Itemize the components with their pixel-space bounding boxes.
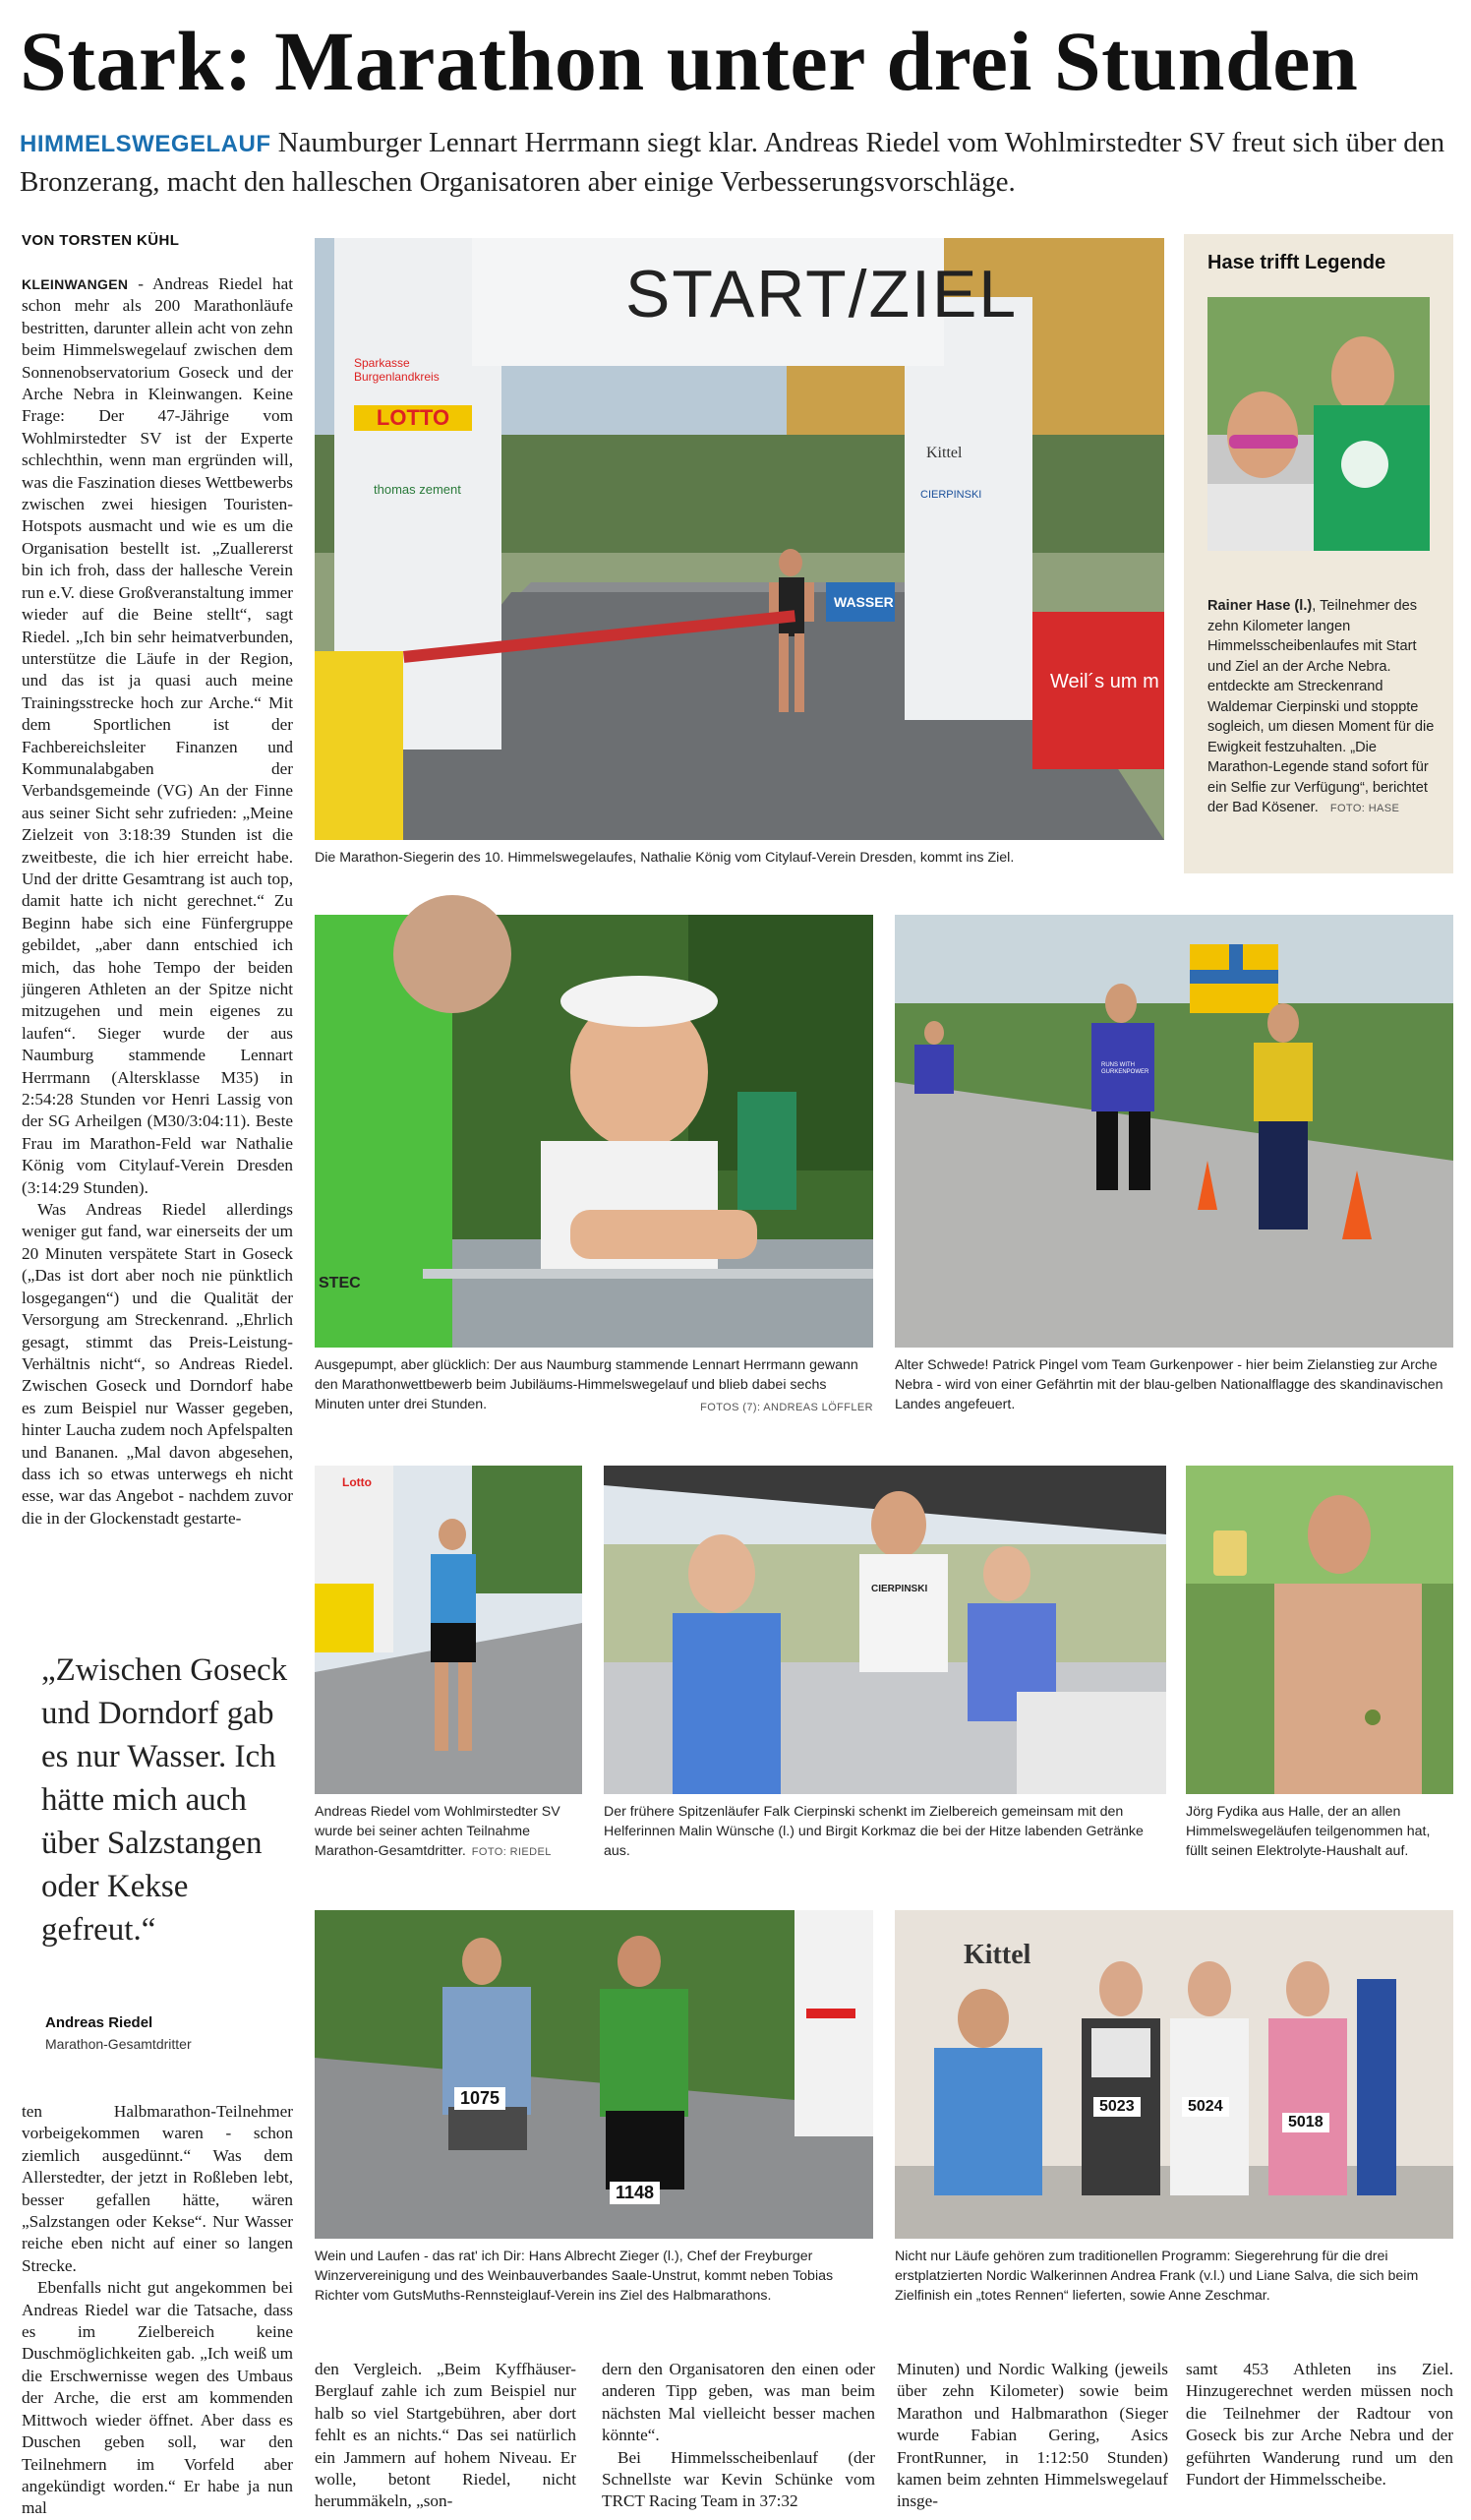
photo-scene — [315, 1910, 873, 2239]
sponsor-lotto: LOTTO — [354, 405, 472, 431]
sponsor-kittel: Kittel — [926, 445, 963, 461]
race-bib: 5024 — [1182, 2097, 1229, 2117]
photo-selfie — [1207, 297, 1430, 551]
race-bib: 1075 — [454, 2087, 505, 2110]
photo-scene — [604, 1466, 1166, 1794]
race-bib: 5023 — [1093, 2097, 1141, 2117]
photo-credit: FOTO: HASE — [1329, 803, 1400, 814]
deck — [20, 124, 1455, 201]
sponsor-thomas: thomas zement — [374, 482, 461, 497]
caption-zieger: Wein und Laufen - das rat' ich Dir: Hans Albrecht Zieger (l.), Chef der Freyburger Winzervereinigung und des Weinbauverbandes Saale-Unstrut, kommt neben Tobias Richter vom GutsMuths-Rennsteiglauf-Verein ins Ziel des Halbmarathons. — [315, 2249, 834, 2304]
arch-banner-text: START/ZIEL — [625, 257, 1019, 331]
article-paragraph: ten Halbmarathon-Teilnehmer vorbeigekommen waren - schon ziemlich ausgedünnt.“ Was dem Allerstedter, der jetzt in Roßleben lebt, besser gefallen hätte, wären „Salzstangen oder Kekse“. Nur Wasser reiche eben nicht auf einer so langen Strecke. — [22, 2102, 293, 2275]
article-paragraph — [22, 273, 293, 1199]
photo-herrmann — [315, 915, 873, 1348]
caption-cierpinski: Der frühere Spitzenläufer Falk Cierpinski schenkt im Zielbereich gemeinsam mit den Helferinnen Malin Wünsche (l.) und Birgit Korkmaz die bei der Hitze labenden Getränke aus. — [604, 1804, 1144, 1859]
sponsor-cierpinski: CIERPINSKI — [920, 489, 982, 501]
photo-fydika — [1186, 1466, 1453, 1794]
article-column-3 — [602, 2359, 875, 2511]
sidebar-text — [1207, 596, 1436, 819]
sidebar-box — [1184, 234, 1453, 873]
pull-quote: „Zwischen Goseck und Dorndorf gab es nur Wasser. Ich hätte mich auch über Salzstangen oder Kekse gefreut.“ — [41, 1652, 288, 1948]
caption-text: Andreas Riedel vom Wohlmirstedter SV wurde bei seiner achten Teilnahme Marathon-Gesamtdritter. — [315, 1804, 560, 1859]
photo-credit: FOTOS (7): ANDREAS LÖFFLER — [700, 1402, 873, 1413]
article-paragraph: samt 453 Athleten ins Ziel. Hinzugerechnet werden müssen noch die Teilnehmer der Radtour von Goseck bis zur Arche Nebra und der geführten Wanderung rund um den Fundort der Himmelsscheibe. — [1186, 2360, 1453, 2490]
banner-weils: Weil´s um m — [1050, 671, 1159, 692]
byline: VON TORSTEN KÜHL — [22, 232, 180, 249]
dateline: KLEINWANGEN — [22, 276, 129, 292]
race-bib: 5018 — [1282, 2113, 1329, 2132]
deck-text: Naumburger Lennart Herrmann siegt klar. Andreas Riedel vom Wohlmirstedter SV freut sich über den Bronzerang, macht den halleschen Organisatoren aber einige Verbesserungsvorschläge. — [20, 127, 1445, 198]
caption-text: Ausgepumpt, aber glücklich: Der aus Naumburg stammende Lennart Herrmann gewann den Marathonwettbewerb beim Jubiläums-Himmelswegelauf und blieb dabei sechs Minuten unter drei Stunden. — [315, 1357, 858, 1412]
photo-scene — [1207, 297, 1430, 551]
photo-credit: FOTO: RIEDEL — [471, 1846, 552, 1858]
headline: Stark: Marathon unter drei Stunden — [20, 14, 1359, 108]
photo-scene — [315, 915, 873, 1348]
article-paragraph: den Vergleich. „Beim Kyffhäuser-Berglauf zahle ich zum Beispiel nur halb so viel Startgebühren, aber dort fehlt es an nichts.“ Das sei natürlich ein Jammern auf hohem Niveau. Er wolle, betont Riedel, nicht herummäkeln, „son- — [315, 2360, 576, 2511]
article-column-2 — [315, 2359, 576, 2511]
shirt-text: RUNS WITH GURKENPOWER — [1101, 1062, 1149, 1075]
article-column-5 — [1186, 2359, 1453, 2506]
article-paragraph: Ebenfalls nicht gut angekommen bei Andreas Riedel war die Tatsache, dass es im Zielbereich keine Duschmöglichkeiten gab. „Ich weiß um die Erschwernisse wegen des Umbaus der Arche, die erst am kommenden Mittwoch wieder öffnet. Aber dass es Duschen geben soll, war den Teilnehmern im Vorfeld aber angekündigt worden.“ Er habe ja nun mal — [22, 2278, 293, 2518]
photo-marathon-winner — [315, 238, 1164, 840]
sidebar-body: , Teilnehmer des zehn Kilometer langen Himmelsscheibenlaufes mit Start und Ziel an der Arche Nebra. entdeckte am Streckenrand Waldemar Cierpinski und stoppte sogleich, um diesen Moment für die Ewigkeit festzuhalten. „Die Marathon-Legende stand sofort für ein Selfie zur Verfügung“, berichtet der Bad Kösener. — [1207, 598, 1435, 815]
caption-nordic-walkers: Nicht nur Läufe gehören zum traditionellen Programm: Siegerehrung für die drei erstplatzierten Nordic Walkerinnen Andrea Frank (v.l.) und Liane Salva, die sich beim Zielfinish ein „totes Rennen“ lieferten, sowie Anne Zeschmar. — [895, 2249, 1419, 2304]
sponsor-sparkasse: Sparkasse Burgenlandkreis — [354, 356, 440, 384]
banner-text: Lotto — [342, 1475, 372, 1489]
photo-cierpinski — [604, 1466, 1166, 1794]
banner-text: Kittel — [964, 1940, 1031, 1970]
sidebar-name: Rainer Hase (l.) — [1207, 598, 1313, 614]
wasser-sign: WASSER — [834, 594, 894, 610]
article-paragraph: dern den Organisatoren den einen oder anderen Tipp geben, was man beim nächsten Mal vielleicht besser machen könnte“. — [602, 2360, 875, 2445]
caption-marathon-winner: Die Marathon-Siegerin des 10. Himmelswegelaufes, Nathalie König vom Citylauf-Verein Dresden, kommt ins Ziel. — [315, 850, 1015, 866]
article-paragraph: Minuten) und Nordic Walking (jeweils über zehn Kilometer) sowie beim Marathon und Halbmarathon (Sieger wurde Fabian Gering, Asics FrontRunner, in 1:12:50 Stunden) kamen beim zehnten Himmelswegelauf insge- — [897, 2360, 1168, 2511]
sidebar-title: Hase trifft Legende — [1207, 252, 1386, 273]
deck-kicker: HIMMELSWEGELAUF — [20, 131, 271, 157]
article-column-4 — [897, 2359, 1168, 2511]
pull-quote-role: Marathon-Gesamtdritter — [45, 2036, 192, 2052]
paragraph-text: - Andreas Riedel hat schon mehr als 200 Marathonläufe bestritten, darunter allein acht von zehn beim Himmelswegelauf zwischen dem Sonnenobservatorium Goseck und der Arche Nebra in Kleinwangen. Keine Frage: Der 47-Jährige vom Wohlmirstedter SV ist der Experte schlechthin, wenn man ergründen will, was die Faszination dieses Wettbewerbs zwischen zwei hiesigen Touristen-Hotspots ausmacht und wie es um die Organisation bestellt ist. „Zuallererst bin ich froh, dass der hallesche Verein run e.V. diese Großveranstaltung immer wieder auf die Beine stellt“, sagt Riedel. „Ich bin sehr heimatverbunden, unterstütze die Läufe in der Region, und das ist ja quasi auch meine Trainingsstrecke hoch zur Arche.“ Mit dem Sportlichen ist der Fachbereichsleiter Finanzen und Kommunalabgaben der Verbandsgemeinde (VG) An der Finne aus seiner Sicht sehr zufrieden: „Meine Zielzeit von 3:18:39 Stunden ist die zweitbeste, die ich hier erreicht habe. Und der dritte Gesamtrang ist auch top, damit hatte ich nicht gerechnet.“ Zu Beginn habe sich eine Fünfergruppe gebildet, „aber dann entschied ich mich, das hohe Tempo der beiden jüngeren Athleten an der Spitze nicht mitzugehen und mein eigenes zu laufen“. Sieger wurde der aus Naumburg stammende Lennart Herrmann (Altersklasse M35) in 2:54:28 Stunden vor Henri Lassig von der SG Arheilgen (M30/3:04:11). Beste Frau im Marathon-Feld war Nathalie König vom Citylauf-Verein Dresden (3:14:29 Stunden). — [22, 274, 293, 1197]
photo-scene — [315, 1466, 582, 1794]
race-bib: 1148 — [610, 2182, 660, 2204]
photo-nordic-walkers — [895, 1910, 1453, 2239]
photo-scene — [1186, 1466, 1453, 1794]
caption-pingel: Alter Schwede! Patrick Pingel vom Team Gurkenpower - hier beim Zielanstieg zur Arche Nebra - wird von einer Gefährtin mit der blau-gelben Nationalflagge des skandinavischen Landes angefeuert. — [895, 1357, 1443, 1412]
pull-quote-author: Andreas Riedel — [45, 2014, 153, 2031]
photo-pingel — [895, 915, 1453, 1348]
article-column-1-continued — [22, 2101, 293, 2518]
shirt-text: CIERPINSKI — [871, 1584, 928, 1594]
article-paragraph: Was Andreas Riedel allerdings weniger gut fand, war einerseits der um 20 Minuten verspätete Start in Goseck („Das ist dort aber noch nie pünktlich losgegangen“) und die Qualität der Versorgung am Streckenrand. „Ehrlich gesagt, stimmt das Preis-Leistung-Verhältnis nicht“, so Andreas Riedel. Zwischen Goseck und Dorndorf habe es zum Beispiel nur Wasser gegeben, hinter Laucha zudem noch Apfelspalten und Bananen. „Mal davon abgesehen, dass ich so etwas unterwegs eh nicht esse, war das Angebot - nachdem zuvor die in der Glockenstadt gestarte- — [22, 1200, 293, 1528]
article-column-1 — [22, 273, 293, 1621]
photo-riedel — [315, 1466, 582, 1794]
brand-text: STEC — [319, 1275, 361, 1291]
photo-zieger — [315, 1910, 873, 2239]
caption-riedel — [315, 1802, 582, 1862]
article-paragraph: Bei Himmelsscheibenlauf (der Schnellste war Kevin Schünke vom TRCT Racing Team in 37:32 — [602, 2447, 875, 2511]
caption-herrmann — [315, 1355, 873, 1417]
caption-fydika: Jörg Fydika aus Halle, der an allen Himmelswegeläufen teilgenommen hat, füllt seinen Elektrolyte-Haushalt auf. — [1186, 1804, 1431, 1859]
photo-scene — [895, 915, 1453, 1348]
